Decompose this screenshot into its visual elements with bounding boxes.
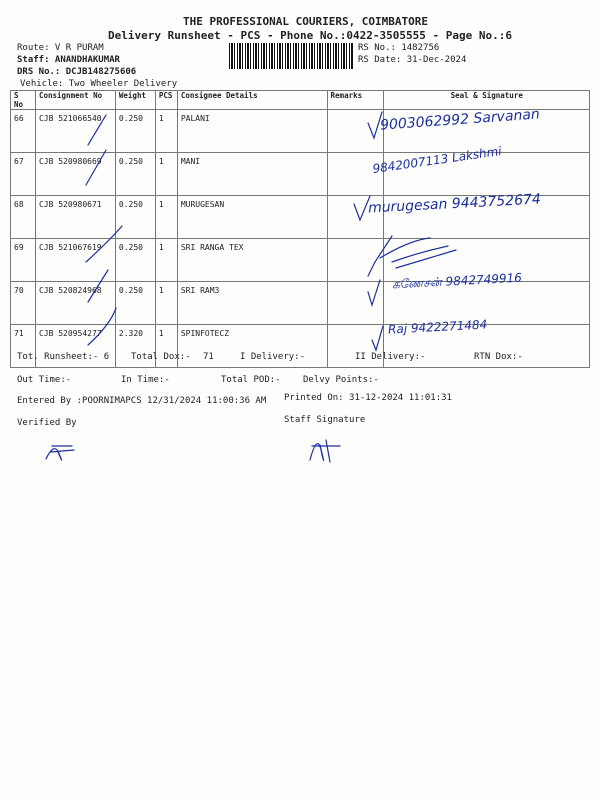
cell-consignee: SRI RAM3 — [177, 282, 327, 325]
cell-consignee: SPINFOTECZ — [177, 325, 327, 368]
total-dox-label: Total Dox:- — [131, 352, 191, 362]
cell-consignment: CJB 520954277 — [35, 325, 115, 368]
rs-number: RS No.: 1482756 — [358, 43, 440, 53]
cell-consignment: CJB 521066540 — [35, 110, 115, 153]
cell-weight: 0.250 — [115, 239, 155, 282]
entered-by: Entered By :POORNIMAPCS 12/31/2024 11:00:36 AM — [17, 396, 267, 406]
total-dox-value: 71 — [203, 352, 214, 362]
cell-weight: 0.250 — [115, 196, 155, 239]
tick-mark-row-71 — [88, 308, 116, 345]
cell-pcs: 1 — [155, 196, 177, 239]
cell-weight: 0.250 — [115, 153, 155, 196]
col-header-consignee: Consignee Details — [177, 91, 327, 110]
verified-by-signature — [46, 446, 74, 460]
signature-text-row-70: கணேசன் 9842749916 — [391, 270, 523, 292]
col-header-pcs: PCS — [155, 91, 177, 110]
col-header-sno: S No — [11, 91, 36, 110]
signature-text-row-71: Raj 9422271484 — [387, 317, 488, 337]
cell-sno: 66 — [11, 110, 36, 153]
col-header-weight: Weight — [115, 91, 155, 110]
col-header-consignment: Consignment No — [35, 91, 115, 110]
cell-consignee: PALANI — [177, 110, 327, 153]
company-title: THE PROFESSIONAL COURIERS, COIMBATORE — [183, 15, 429, 28]
signature-text-row-67: 9842007113 Lakshmi — [371, 144, 503, 176]
runsheet-subtitle: Delivery Runsheet - PCS - Phone No.:0422-3505555 - Page No.:6 — [108, 29, 512, 42]
tick-mark-row-69 — [86, 226, 122, 262]
cell-consignee: SRI RANGA TEX — [177, 239, 327, 282]
cell-sno: 71 — [11, 325, 36, 368]
cell-weight: 2.320 — [115, 325, 155, 368]
cell-sno: 69 — [11, 239, 36, 282]
check-mark-sig-71 — [372, 326, 383, 350]
cell-consignment: CJB 520824968 — [35, 282, 115, 325]
staff-signature-label: Staff Signature — [284, 415, 366, 425]
cell-consignment: CJB 521067619 — [35, 239, 115, 282]
vehicle-label: Vehicle: Two Wheeler Delivery — [20, 79, 178, 89]
tick-mark-row-67 — [86, 150, 106, 185]
cell-pcs: 1 — [155, 325, 177, 368]
col-header-remarks: Remarks — [327, 91, 384, 110]
verified-by-label: Verified By — [17, 418, 77, 428]
signature-scribble-69 — [368, 236, 456, 276]
staff-label: Staff: ANANDHAKUMAR — [17, 55, 120, 65]
printed-on: Printed On: 31-12-2024 11:01:31 — [284, 393, 452, 403]
staff-signature-mark — [310, 440, 340, 462]
in-time: In Time:- — [121, 375, 170, 385]
rtn-dox: RTN Dox:- — [474, 352, 523, 362]
check-mark-sig-70 — [368, 280, 380, 305]
signature-text-row-68: murugesan 9443752674 — [367, 191, 542, 217]
tick-mark-row-70 — [88, 270, 108, 302]
cell-pcs: 1 — [155, 110, 177, 153]
cell-pcs: 1 — [155, 239, 177, 282]
cell-consignment: CJB 520980671 — [35, 196, 115, 239]
cell-weight: 0.250 — [115, 110, 155, 153]
drs-number: DRS No.: DCJB148275606 — [17, 67, 137, 77]
cell-consignee: MURUGESAN — [177, 196, 327, 239]
cell-consignment: CJB 520980669 — [35, 153, 115, 196]
out-time: Out Time:- — [17, 375, 72, 385]
tot-runsheet: Tot. Runsheet:- 6 — [17, 352, 110, 362]
cell-pcs: 1 — [155, 153, 177, 196]
ii-delivery: II Delivery:- — [355, 352, 426, 362]
delvy-points: Delvy Points:- — [303, 375, 379, 385]
cell-pcs: 1 — [155, 282, 177, 325]
cell-consignee: MANI — [177, 153, 327, 196]
tick-mark-row-66 — [88, 115, 106, 145]
rs-date: RS Date: 31-Dec-2024 — [358, 55, 467, 65]
cell-weight: 0.250 — [115, 282, 155, 325]
i-delivery: I Delivery:- — [240, 352, 306, 362]
cell-sno: 70 — [11, 282, 36, 325]
cell-sno: 68 — [11, 196, 36, 239]
total-pod: Total POD:- — [221, 375, 281, 385]
signature-text-row-66: 9003062992 Sarvanan — [379, 106, 541, 134]
col-header-signature: Seal & Signature — [384, 91, 590, 110]
cell-sno: 67 — [11, 153, 36, 196]
route-label: Route: V R PURAM — [17, 43, 104, 53]
